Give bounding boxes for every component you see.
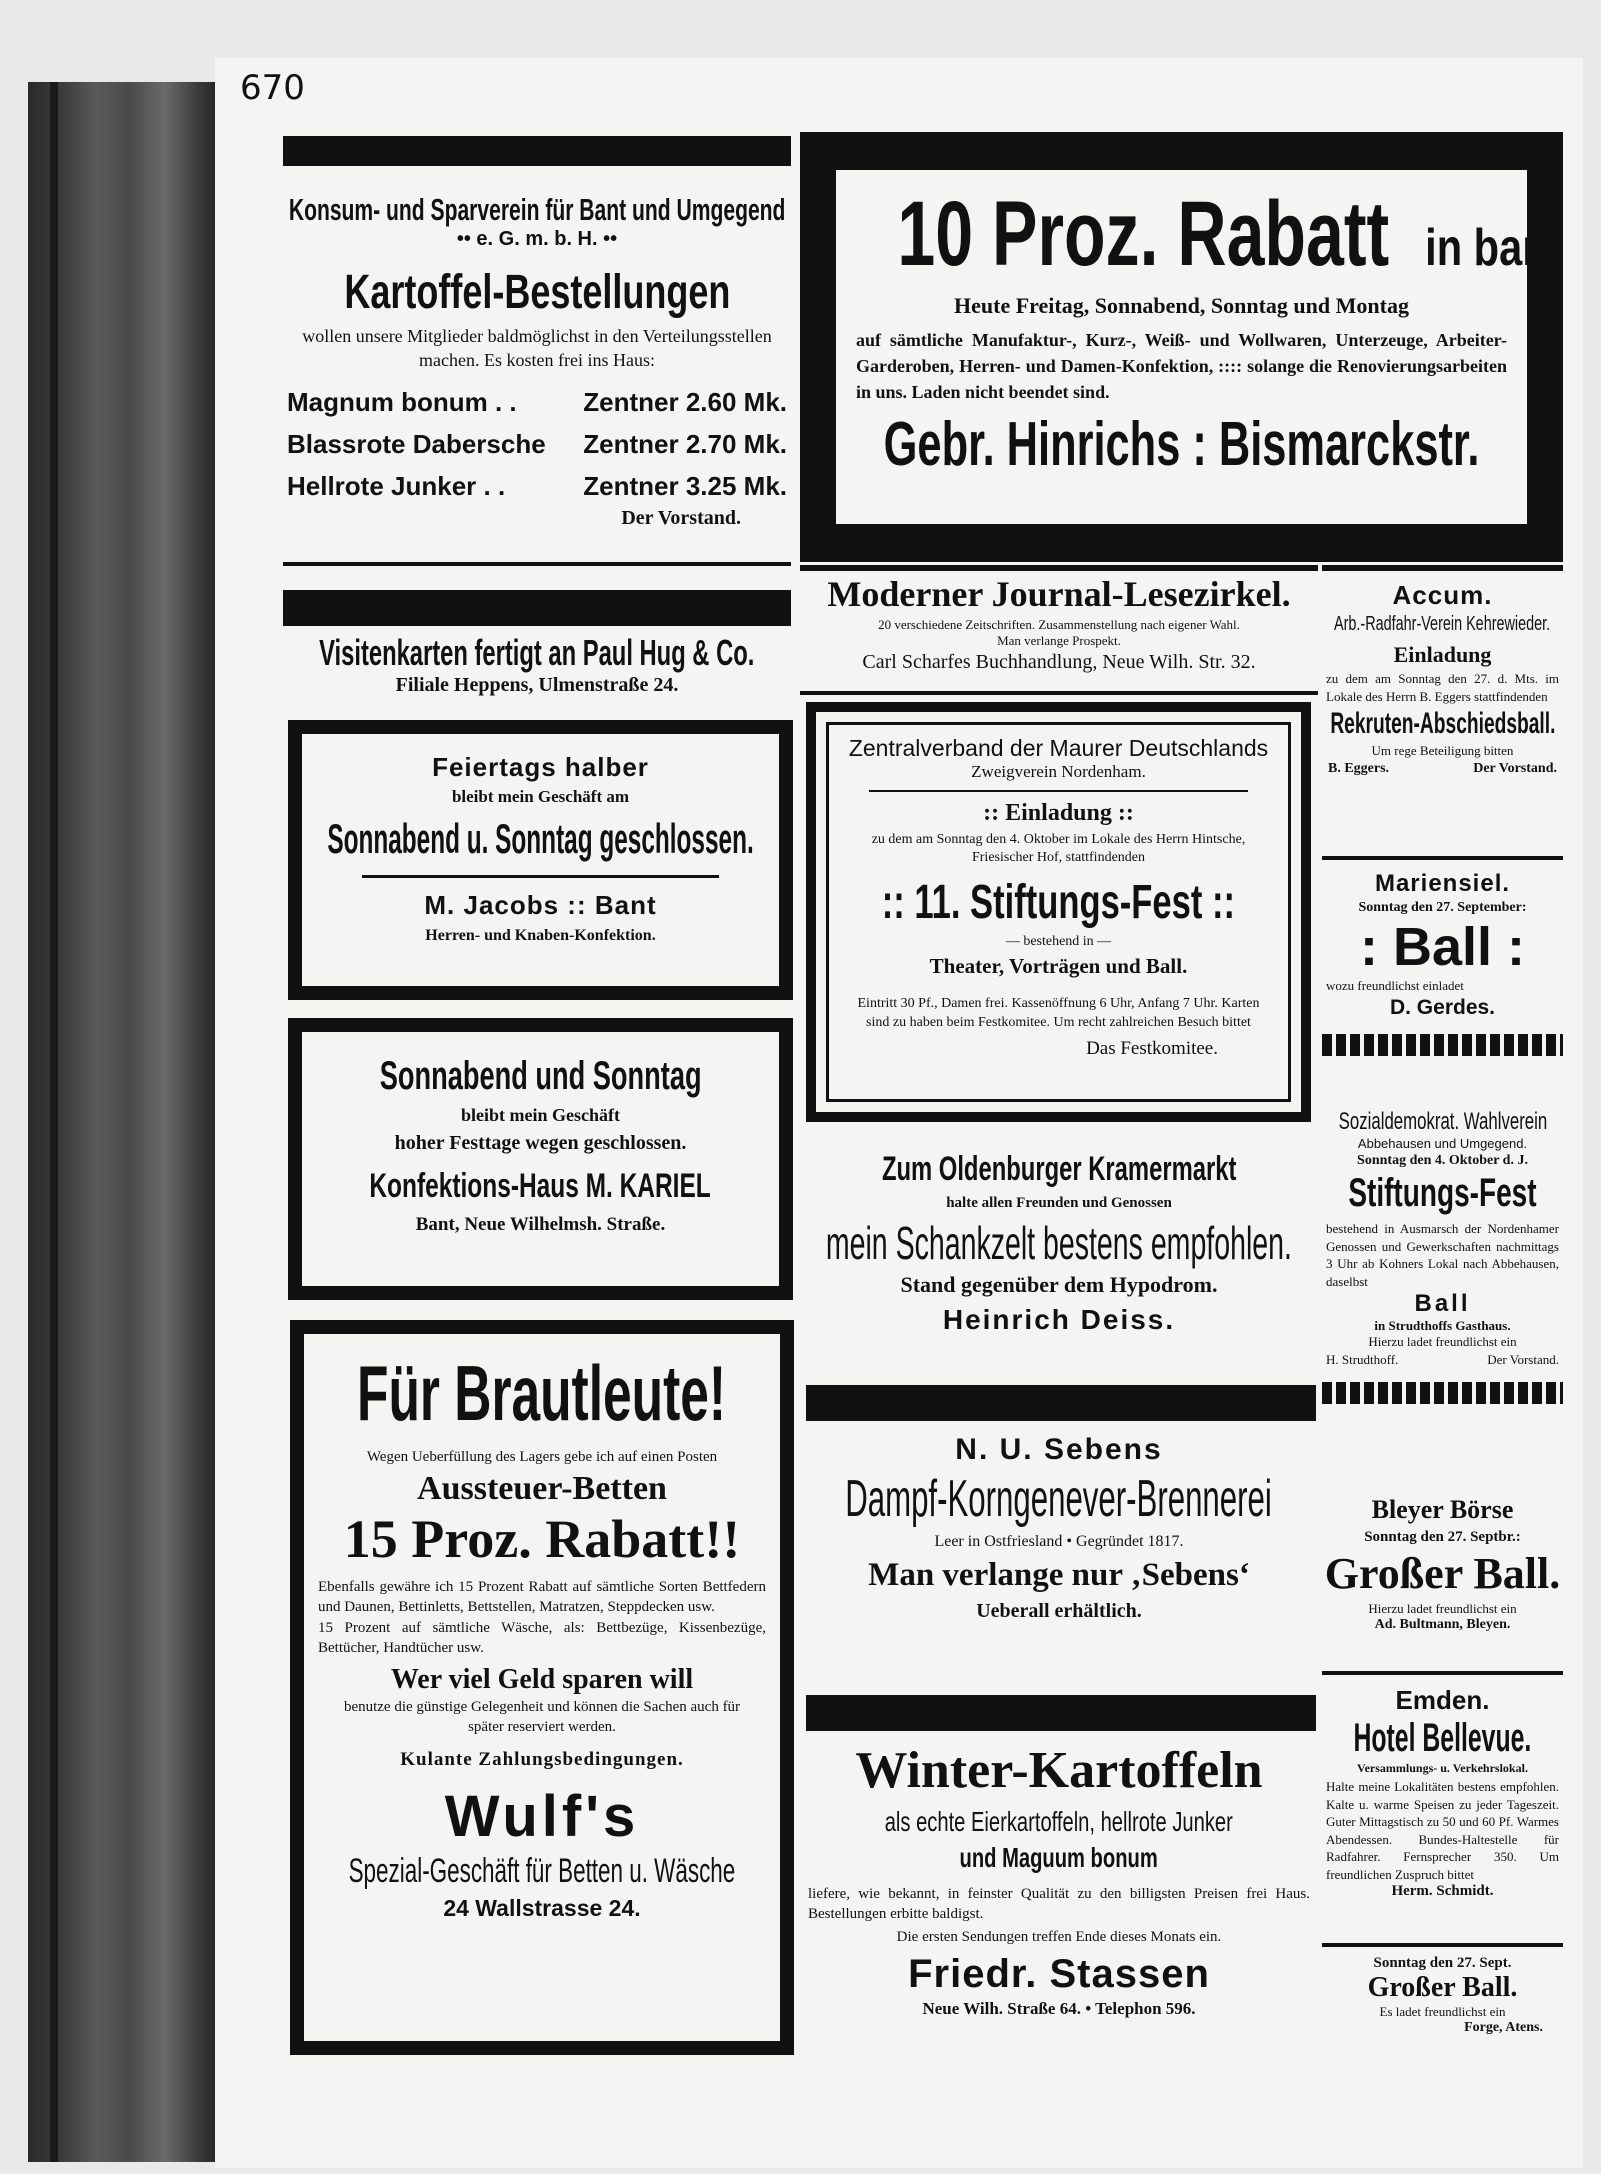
wulf-p2: 15 Prozent auf sämtliche Wäsche, als: Bettbezüge, Kissenbezüge, Bettücher, Handtücher usw.: [318, 1620, 766, 1656]
maurer-l2: Zweigverein Nordenham.: [971, 762, 1146, 781]
rule-bar: [806, 1695, 1316, 1731]
maurer-l1: Zentralverband der Maurer Deutschlands: [848, 735, 1269, 761]
mariensiel-l3: : Ball :: [1359, 917, 1525, 977]
hug-line2: Filiale Heppens, Ulmenstraße 24.: [395, 674, 679, 696]
accum-l7a: B. Eggers.: [1328, 761, 1390, 777]
item-name: Hellrote Junker . .: [287, 470, 506, 501]
hinrichs-l1a: 10 Proz. Rabatt: [897, 183, 1390, 285]
divider: [869, 790, 1248, 792]
stassen-l4: Friedr. Stassen: [908, 1951, 1210, 1996]
hinrichs-l3: Gebr. Hinrichs : Bismarckstr.: [883, 410, 1480, 480]
rule-bar: [283, 590, 791, 626]
wahlverein-l1: Sozialdemokrat. Wahlverein: [1338, 1108, 1547, 1135]
wahlverein-l4: Stiftungs-Fest: [1348, 1171, 1537, 1215]
item-unit: Zentner: [583, 470, 679, 501]
kariel-l2: bleibt mein Geschäft: [461, 1105, 620, 1125]
konsum-item: [287, 465, 787, 507]
journal-l4: Carl Scharfes Buchhandlung, Neue Wilh. Str. 32.: [862, 651, 1256, 673]
hinrichs-l1b: in bar: [1424, 219, 1538, 277]
maurer-l8: Eintritt 30 Pf., Damen frei. Kassenöffnung 6 Uhr, Anfang 7 Uhr. Karten sind zu haben beim Festkomitee. Um recht zahlreichen Besuch bittet: [857, 996, 1260, 1030]
stassen-l3: und Maguum bonum: [959, 1842, 1159, 1873]
wahlverein-sign: [1322, 1350, 1563, 1368]
deiss-l4: Stand gegenüber dem Hypodrom.: [900, 1272, 1218, 1297]
forge-l2: Großer Ball.: [1367, 1972, 1518, 2003]
maurer-l4: zu dem am Sonntag den 4. Oktober im Lokale des Herrn Hintsche, Friesischer Hof, stattfindenden: [871, 832, 1246, 866]
maurer-l7: Theater, Vorträgen und Ball.: [929, 954, 1188, 979]
bellevue-p1: Halte meine Lokalitäten bestens empfohlen. Kalte u. warme Speisen zu jeder Tageszeit. Guter Mittagstisch zu 50 und 60 Pf. Warmes Abendessen. Bundes-Haltestelle für Radfahrer. Fernsprecher 350. Um freundlichen Zuspruch bittet: [1326, 1779, 1559, 1882]
mariensiel-l5: D. Gerdes.: [1389, 996, 1496, 1019]
konsum-intro: wollen unsere Mitglieder baldmöglichst in den Verteilungsstellen machen. Es kosten frei ins Haus:: [302, 326, 772, 371]
konsum-item: [287, 423, 787, 465]
deiss-l2: halte allen Freunden und Genossen: [946, 1195, 1172, 1211]
rule-bar: [806, 1385, 1316, 1421]
forge-l4: Forge, Atens.: [1464, 2020, 1543, 2035]
konsum-subtitle: •• e. G. m. b. H. ••: [456, 228, 618, 250]
hug-line1: Visitenkarten fertigt an Paul Hug & Co.: [319, 632, 755, 673]
rule-bar: [283, 136, 791, 166]
accum-l1: Accum.: [1392, 580, 1493, 610]
sebens-l3: Leer in Ostfriesland • Gegründet 1817.: [934, 1533, 1184, 1550]
accum-l6: Um rege Beteiligung bitten: [1371, 743, 1514, 759]
ad-wulf: [290, 1320, 794, 2055]
mariensiel-l4: wozu freundlichst einladet: [1326, 978, 1464, 993]
journal-l1: Moderner Journal-Lesezirkel.: [827, 574, 1291, 614]
jacobs-l1: Feiertags halber: [432, 752, 649, 782]
kariel-l1: Sonnabend und Sonntag: [379, 1054, 702, 1098]
ornament-border: [1322, 1034, 1563, 1056]
maurer-l9: Das Festkomitee.: [1086, 1037, 1218, 1059]
bellevue-l4: Herm. Schmidt.: [1391, 1883, 1494, 1900]
ad-kariel: [288, 1018, 793, 1300]
konsum-sign: Der Vorstand.: [621, 506, 741, 529]
wulf-addr: 24 Wallstrasse 24.: [443, 1895, 641, 1921]
maurer-l6: — bestehend in —: [1005, 934, 1112, 950]
bleyer-l2: Sonntag den 27. Septbr.:: [1364, 1529, 1521, 1545]
accum-l3: Einladung: [1393, 642, 1492, 667]
book-binding: [28, 82, 223, 2162]
wulf-p3: benutze die günstige Gelegenheit und können die Sachen auch für später reserviert werden.: [343, 1699, 741, 1735]
wulf-name: Wulf's: [444, 1784, 640, 1849]
ad-journal: [800, 565, 1318, 695]
accum-sign: [1322, 759, 1563, 777]
ad-accum: [1322, 580, 1563, 860]
ad-hug: [283, 630, 791, 710]
stassen-l1: Winter-Kartoffeln: [855, 1742, 1263, 1799]
mariensiel-l1: Mariensiel.: [1374, 870, 1511, 897]
stassen-p1: liefere, wie bekannt, in feinster Qualität zu den billigsten Preisen frei Haus. Bestellungen erbitte baldigst.: [808, 1886, 1310, 1923]
divider: [362, 875, 719, 878]
bellevue-l3: Versammlungs- u. Verkehrslokal.: [1357, 1761, 1528, 1775]
item-name: Magnum bonum . .: [287, 386, 517, 417]
accum-l7b: Der Vorstand.: [1473, 761, 1557, 777]
accum-l4: zu dem am Sonntag den 27. d. Mts. im Lokale des Herrn B. Eggers stattfindenden: [1326, 671, 1559, 704]
item-price: 3.25 Mk.: [685, 470, 787, 501]
item-price: 2.60 Mk.: [685, 386, 787, 417]
page-number: 670: [240, 68, 305, 108]
ad-wahlverein: [1322, 1108, 1563, 1438]
stassen-p2: Die ersten Sendungen treffen Ende dieses Monats ein.: [896, 1928, 1222, 1945]
ad-konsum: [283, 176, 791, 566]
ad-jacobs: [288, 720, 793, 1000]
bellevue-l2: Hotel Bellevue.: [1353, 1716, 1532, 1760]
jacobs-l4: M. Jacobs :: Bant: [424, 890, 657, 920]
kariel-l4: Konfektions-Haus M. KARIEL: [369, 1167, 712, 1205]
kariel-l3: hoher Festtage wegen geschlossen.: [394, 1132, 687, 1154]
deiss-l5: Heinrich Deiss.: [942, 1304, 1176, 1335]
forge-l1: Sonntag den 27. Sept.: [1373, 1955, 1512, 1971]
deiss-l3: mein Schankzelt bestens empfohlen.: [825, 1217, 1293, 1269]
wulf-l4: Wer viel Geld sparen will: [390, 1664, 694, 1695]
journal-l2: 20 verschiedene Zeitschriften. Zusammenstellung nach eigener Wahl.: [878, 617, 1240, 632]
wulf-shop: Spezial-Geschäft für Betten u. Wäsche: [348, 1852, 736, 1890]
wahlverein-l9b: Der Vorstand.: [1487, 1352, 1559, 1368]
wulf-title: Für Brautleute!: [357, 1349, 727, 1437]
accum-l5: Rekruten-Abschiedsball.: [1329, 707, 1556, 741]
wahlverein-l7: in Strudthoffs Gasthaus.: [1374, 1318, 1511, 1334]
konsum-heading: Kartoffel-Bestellungen: [343, 266, 731, 319]
wahlverein-l8: Hierzu ladet freundlichst ein: [1368, 1334, 1517, 1350]
sebens-l1: N. U. Sebens: [955, 1433, 1163, 1466]
accum-l2: Arb.-Radfahr-Verein Kehrewieder.: [1334, 613, 1551, 635]
ad-sebens: [800, 1425, 1318, 1683]
ad-maurer: [806, 702, 1311, 1122]
deiss-l1: Zum Oldenburger Kramermarkt: [881, 1150, 1237, 1188]
wahlverein-l2: Abbehausen und Umgegend.: [1357, 1136, 1528, 1151]
jacobs-l2: bleibt mein Geschäft am: [451, 787, 630, 806]
maurer-l5: :: 11. Stiftungs-Fest ::: [881, 876, 1236, 930]
konsum-title: Konsum- und Sparverein für Bant und Umgegend: [288, 192, 786, 227]
wahlverein-l5: bestehend in Ausmarsch der Nordenhamer Genossen und Gewerkschaften nachmittags 3 Uhr ab Kohners Lokal nach Abbehausen, daselbst: [1326, 1221, 1559, 1289]
bleyer-l1: Bleyer Börse: [1371, 1495, 1514, 1524]
bleyer-l4: Hierzu ladet freundlichst ein: [1368, 1601, 1517, 1616]
jacobs-l3: Sonnabend u. Sonntag geschlossen.: [327, 815, 754, 862]
kariel-l5: Bant, Neue Wilhelmsh. Straße.: [415, 1214, 666, 1235]
wahlverein-l9a: H. Strudthoff.: [1326, 1352, 1399, 1368]
ad-mariensiel: [1322, 870, 1563, 1060]
wulf-intro: Wegen Ueberfüllung des Lagers gebe ich auf einen Posten: [366, 1449, 718, 1465]
ornament-border: [1322, 1382, 1563, 1404]
ad-bleyer: [1322, 1495, 1563, 1675]
stassen-l5: Neue Wilh. Straße 64. • Telephon 596.: [922, 1998, 1196, 2018]
jacobs-l5: Herren- und Knaben-Konfektion.: [425, 927, 656, 944]
wulf-l5: Kulante Zahlungsbedingungen.: [400, 1749, 684, 1770]
wulf-l2: Aussteuer-Betten: [417, 1470, 667, 1507]
ad-hinrichs: [800, 132, 1563, 562]
item-unit: Zentner: [583, 428, 679, 459]
wahlverein-l3: Sonntag den 4. Oktober d. J.: [1357, 1153, 1528, 1168]
rule-bar: [1322, 565, 1563, 571]
item-unit: Zentner: [583, 386, 679, 417]
journal-l3: Man verlange Prospekt.: [997, 633, 1121, 648]
konsum-item: [287, 381, 787, 423]
bleyer-l5: Ad. Bultmann, Bleyen.: [1374, 1617, 1511, 1632]
maurer-l3: :: Einladung ::: [983, 800, 1134, 826]
ad-deiss: [800, 1132, 1318, 1372]
ad-bellevue: [1322, 1685, 1563, 1947]
item-price: 2.70 Mk.: [685, 428, 787, 459]
sebens-l2: Dampf-Korngenever-Brennerei: [845, 1470, 1273, 1528]
bellevue-l1: Emden.: [1395, 1685, 1490, 1715]
wulf-l3: 15 Proz. Rabatt!!: [343, 1509, 741, 1569]
hinrichs-l2: Heute Freitag, Sonnabend, Sonntag und Montag: [954, 293, 1409, 318]
bleyer-l3: Großer Ball.: [1324, 1549, 1561, 1598]
forge-l3: Es ladet freundlichst ein: [1379, 2004, 1506, 2019]
sebens-l5: Ueberall erhältlich.: [976, 1600, 1142, 1622]
wahlverein-l6: Ball: [1414, 1290, 1471, 1318]
mariensiel-l2: Sonntag den 27. September:: [1358, 900, 1527, 915]
ad-forge: [1322, 1955, 1563, 2055]
item-name: Blassrote Dabersche: [287, 428, 546, 459]
ad-stassen: [800, 1735, 1318, 2055]
stassen-l2: als echte Eierkartoffeln, hellrote Junker: [884, 1806, 1234, 1837]
wulf-p1: Ebenfalls gewähre ich 15 Prozent Rabatt auf sämtliche Sorten Bettfedern und Daunen, Bettinletts, Bettstellen, Matratzen, Steppdecken usw.: [318, 1579, 766, 1615]
sebens-l4: Man verlange nur ‚Sebens‘: [868, 1557, 1250, 1593]
hinrichs-p1: auf sämtliche Manufaktur-, Kurz-, Weiß- und Wollwaren, Unterzeuge, Arbeiter-Garderoben, Herren- und Damen-Konfektion, :::: solange die Renovierungsarbeiten in uns. Laden nicht beendet sind.: [856, 330, 1507, 403]
